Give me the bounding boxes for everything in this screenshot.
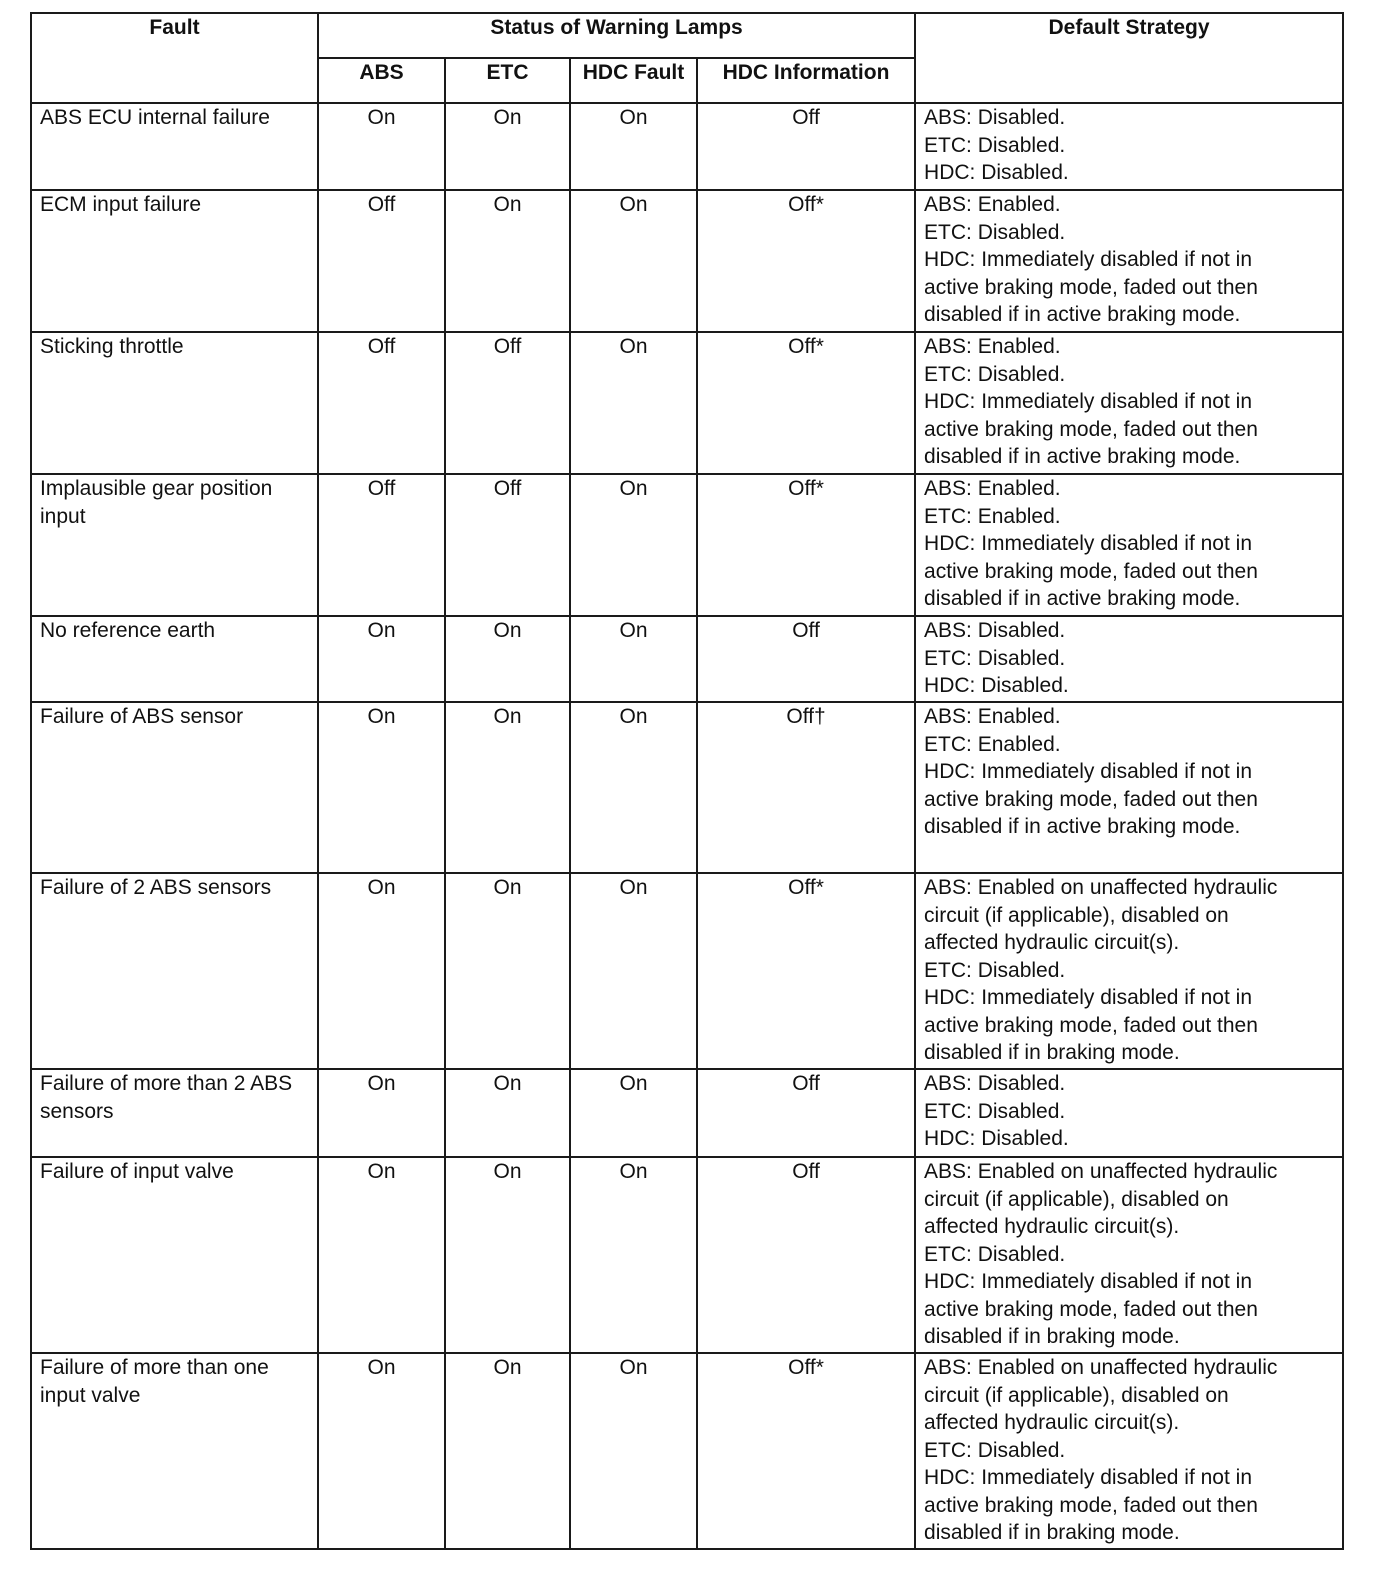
abs-lamp-cell: Off xyxy=(318,474,445,616)
strategy-line: ABS: Enabled. xyxy=(924,477,1061,500)
fault-cell: Failure of more than 2 ABS sensors xyxy=(31,1069,318,1157)
header-abs: ABS xyxy=(318,58,445,103)
hdc-fault-lamp-cell: On xyxy=(570,332,697,474)
strategy-line: HDC: Immediately disabled if not in xyxy=(924,532,1253,555)
strategy-line: ABS: Enabled on unaffected hydraulic xyxy=(924,1160,1278,1183)
default-strategy-cell xyxy=(915,190,1343,332)
fault-cell: Sticking throttle xyxy=(31,332,318,474)
fault-cell: Implausible gear position input xyxy=(31,474,318,616)
strategy-line: ABS: Disabled. xyxy=(924,1072,1066,1095)
etc-lamp-cell: On xyxy=(445,1353,570,1549)
strategy-line: active braking mode, faded out then xyxy=(924,275,1258,299)
hdc-fault-lamp-cell: On xyxy=(570,190,697,332)
default-strategy-cell xyxy=(915,1069,1343,1157)
strategy-line: ABS: Enabled. xyxy=(924,193,1061,216)
strategy-line: ETC: Disabled. xyxy=(924,646,1066,670)
hdc-information-lamp-cell: Off* xyxy=(697,1353,915,1549)
default-strategy-cell xyxy=(915,702,1343,873)
header-row xyxy=(31,13,1343,58)
hdc-information-lamp-cell: Off* xyxy=(697,332,915,474)
strategy-line: ABS: Enabled. xyxy=(924,705,1061,728)
default-strategy-cell xyxy=(915,474,1343,616)
strategy-line: active braking mode, faded out then xyxy=(924,787,1258,811)
header-fault: Fault xyxy=(31,13,318,103)
strategy-line: active braking mode, faded out then xyxy=(924,559,1258,583)
fault-table xyxy=(30,12,1344,1550)
fault-cell: Failure of 2 ABS sensors xyxy=(31,873,318,1069)
strategy-line: affected hydraulic circuit(s). xyxy=(924,1215,1180,1238)
table-row xyxy=(31,1069,1343,1157)
hdc-fault-lamp-cell: On xyxy=(570,103,697,190)
abs-lamp-cell: On xyxy=(318,1157,445,1353)
strategy-line: circuit (if applicable), disabled on xyxy=(924,903,1229,927)
strategy-line: ABS: Enabled on unaffected hydraulic xyxy=(924,876,1278,899)
hdc-fault-lamp-cell: On xyxy=(570,702,697,873)
fault-cell: Failure of ABS sensor xyxy=(31,702,318,873)
strategy-line: disabled if in active braking mode. xyxy=(924,445,1241,468)
header-etc: ETC xyxy=(445,58,570,103)
fault-cell: ECM input failure xyxy=(31,190,318,332)
etc-lamp-cell: On xyxy=(445,1069,570,1157)
abs-lamp-cell: On xyxy=(318,103,445,190)
strategy-line: HDC: Immediately disabled if not in xyxy=(924,760,1253,783)
abs-lamp-cell: Off xyxy=(318,332,445,474)
strategy-line: disabled if in braking mode. xyxy=(924,1325,1180,1348)
header-default-strategy: Default Strategy xyxy=(915,13,1343,103)
strategy-line: circuit (if applicable), disabled on xyxy=(924,1383,1229,1407)
etc-lamp-cell: On xyxy=(445,1157,570,1353)
header-hdc-information: HDC Information xyxy=(697,58,915,103)
strategy-line: ABS: Disabled. xyxy=(924,619,1066,642)
hdc-fault-lamp-cell: On xyxy=(570,873,697,1069)
strategy-line: ABS: Disabled. xyxy=(924,106,1066,129)
strategy-line: ABS: Enabled. xyxy=(924,335,1061,358)
etc-lamp-cell: On xyxy=(445,702,570,873)
strategy-line: active braking mode, faded out then xyxy=(924,1013,1258,1037)
table-row xyxy=(31,332,1343,474)
hdc-fault-lamp-cell: On xyxy=(570,1069,697,1157)
fault-cell: Failure of input valve xyxy=(31,1157,318,1353)
table-row xyxy=(31,190,1343,332)
hdc-information-lamp-cell: Off* xyxy=(697,873,915,1069)
hdc-information-lamp-cell: Off* xyxy=(697,474,915,616)
etc-lamp-cell: On xyxy=(445,103,570,190)
abs-lamp-cell: On xyxy=(318,873,445,1069)
strategy-line: ETC: Disabled. xyxy=(924,362,1066,386)
etc-lamp-cell: On xyxy=(445,190,570,332)
hdc-information-lamp-cell: Off xyxy=(697,616,915,702)
table-row xyxy=(31,873,1343,1069)
strategy-line: active braking mode, faded out then xyxy=(924,1493,1258,1517)
etc-lamp-cell: On xyxy=(445,616,570,702)
table-row xyxy=(31,702,1343,873)
strategy-line: affected hydraulic circuit(s). xyxy=(924,1411,1180,1434)
strategy-line: ETC: Disabled. xyxy=(924,1099,1066,1123)
strategy-line: ETC: Enabled. xyxy=(924,732,1061,756)
strategy-line: HDC: Disabled. xyxy=(924,674,1069,697)
abs-lamp-cell: Off xyxy=(318,190,445,332)
hdc-information-lamp-cell: Off xyxy=(697,1069,915,1157)
abs-lamp-cell: On xyxy=(318,702,445,873)
strategy-line: ETC: Disabled. xyxy=(924,1242,1066,1266)
fault-cell: ABS ECU internal failure xyxy=(31,103,318,190)
strategy-line: HDC: Disabled. xyxy=(924,161,1069,184)
strategy-line: HDC: Disabled. xyxy=(924,1127,1069,1150)
strategy-line: HDC: Immediately disabled if not in xyxy=(924,390,1253,413)
strategy-line: HDC: Immediately disabled if not in xyxy=(924,986,1253,1009)
fault-cell: No reference earth xyxy=(31,616,318,702)
strategy-line: ETC: Disabled. xyxy=(924,1438,1066,1462)
etc-lamp-cell: Off xyxy=(445,474,570,616)
default-strategy-cell xyxy=(915,103,1343,190)
strategy-line: ETC: Disabled. xyxy=(924,958,1066,982)
strategy-line: ETC: Disabled. xyxy=(924,220,1066,244)
strategy-line: affected hydraulic circuit(s). xyxy=(924,931,1180,954)
default-strategy-cell xyxy=(915,1353,1343,1549)
strategy-line: HDC: Immediately disabled if not in xyxy=(924,1270,1253,1293)
strategy-line: active braking mode, faded out then xyxy=(924,417,1258,441)
hdc-fault-lamp-cell: On xyxy=(570,474,697,616)
etc-lamp-cell: On xyxy=(445,873,570,1069)
hdc-information-lamp-cell: Off xyxy=(697,103,915,190)
header-status-of-warning-lamps: Status of Warning Lamps xyxy=(318,13,915,58)
strategy-line: disabled if in active braking mode. xyxy=(924,303,1241,326)
fault-cell: Failure of more than one input valve xyxy=(31,1353,318,1549)
hdc-information-lamp-cell: Off† xyxy=(697,702,915,873)
strategy-line: active braking mode, faded out then xyxy=(924,1297,1258,1321)
strategy-line: disabled if in braking mode. xyxy=(924,1521,1180,1544)
default-strategy-cell xyxy=(915,873,1343,1069)
strategy-line: HDC: Immediately disabled if not in xyxy=(924,248,1253,271)
strategy-line: disabled if in braking mode. xyxy=(924,1041,1180,1064)
table-row xyxy=(31,474,1343,616)
hdc-information-lamp-cell: Off xyxy=(697,1157,915,1353)
hdc-fault-lamp-cell: On xyxy=(570,616,697,702)
table-row xyxy=(31,1353,1343,1549)
strategy-line: circuit (if applicable), disabled on xyxy=(924,1187,1229,1211)
strategy-line: disabled if in active braking mode. xyxy=(924,815,1241,838)
abs-lamp-cell: On xyxy=(318,1069,445,1157)
table-row xyxy=(31,1157,1343,1353)
strategy-line: ABS: Enabled on unaffected hydraulic xyxy=(924,1356,1278,1379)
strategy-line: ETC: Enabled. xyxy=(924,504,1061,528)
table-row xyxy=(31,103,1343,190)
table-row xyxy=(31,616,1343,702)
default-strategy-cell xyxy=(915,332,1343,474)
hdc-fault-lamp-cell: On xyxy=(570,1157,697,1353)
etc-lamp-cell: Off xyxy=(445,332,570,474)
strategy-line: ETC: Disabled. xyxy=(924,133,1066,157)
header-hdc-fault: HDC Fault xyxy=(570,58,697,103)
table-body xyxy=(31,103,1343,1549)
strategy-line: disabled if in active braking mode. xyxy=(924,587,1241,610)
default-strategy-cell xyxy=(915,1157,1343,1353)
default-strategy-cell xyxy=(915,616,1343,702)
hdc-fault-lamp-cell: On xyxy=(570,1353,697,1549)
hdc-information-lamp-cell: Off* xyxy=(697,190,915,332)
abs-lamp-cell: On xyxy=(318,616,445,702)
strategy-line: HDC: Immediately disabled if not in xyxy=(924,1466,1253,1489)
abs-lamp-cell: On xyxy=(318,1353,445,1549)
